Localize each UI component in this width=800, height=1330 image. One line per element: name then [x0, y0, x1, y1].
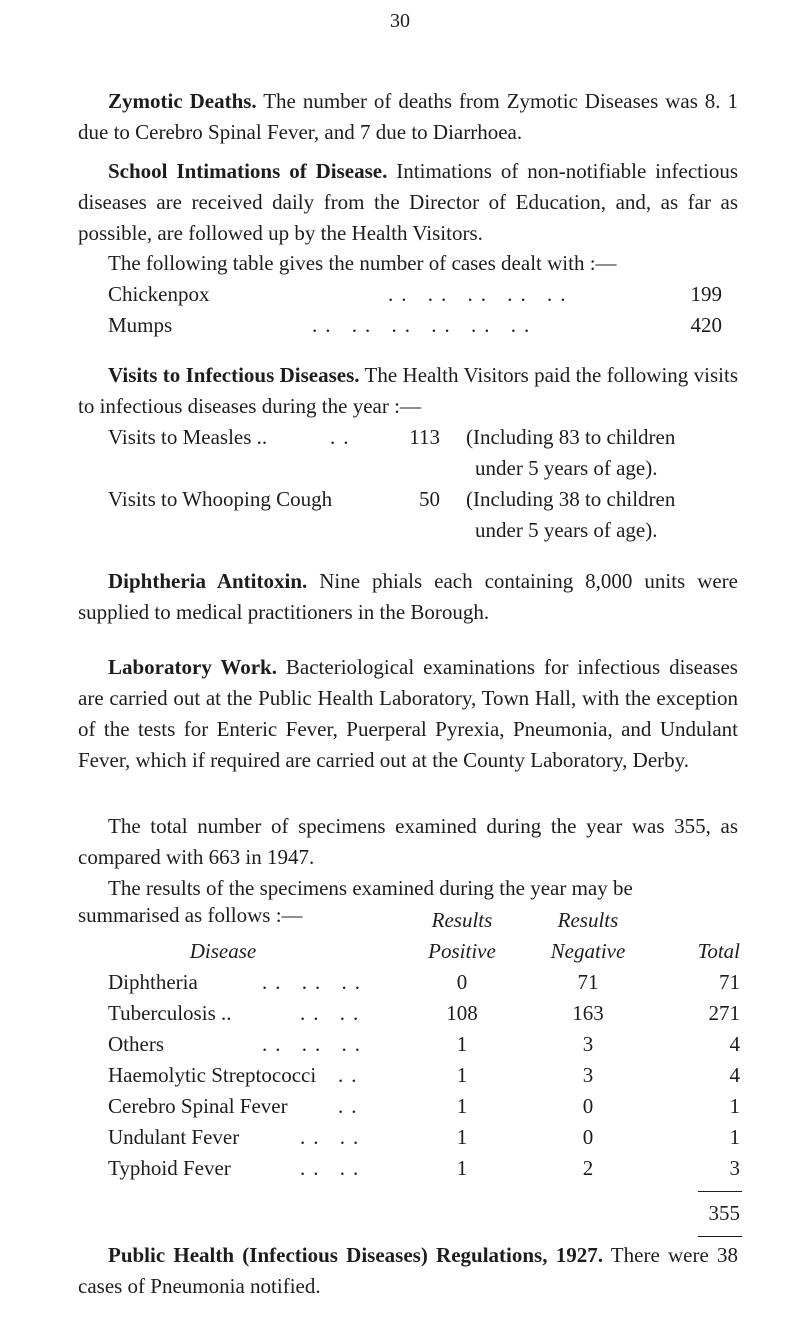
whooping-note-line2: under 5 years of age).	[475, 518, 658, 542]
mumps-label: Mumps	[108, 313, 173, 337]
measles-value: 113	[409, 425, 440, 449]
visits-paragraph	[78, 360, 738, 422]
table-row-positive: 1	[456, 1094, 468, 1118]
measles-dots: ..	[330, 425, 357, 449]
header-disease: Disease	[189, 939, 257, 963]
laboratory-total-text: The total number of specimens examined during the year was 355, as compared with 663 in 1947.	[78, 814, 738, 869]
zymotic-paragraph	[78, 86, 738, 148]
table-row-disease: Cerebro Spinal Fever	[108, 1094, 288, 1118]
visits-heading: Visits to Infectious Diseases.	[108, 363, 360, 387]
table-row-disease: Others	[108, 1032, 164, 1056]
table-row-negative: 0	[582, 1094, 594, 1118]
header-negative-line2: Negative	[550, 939, 626, 963]
chickenpox-value: 199	[690, 282, 722, 306]
table-row-disease: Haemolytic Streptococci	[108, 1063, 317, 1087]
table-row-total: 71	[719, 970, 740, 994]
diphtheria-text: Nine phials each containing 8,000 units were supplied to medical practitioners in the Borough.	[78, 569, 738, 624]
results-intro-line1: The results of the specimens examined during the year may be	[108, 876, 633, 900]
measles-note-line2: under 5 years of age).	[475, 456, 658, 480]
table-row-positive: 1	[456, 1063, 468, 1087]
table-row-disease: Undulant Fever	[108, 1125, 240, 1149]
chickenpox-label: Chickenpox	[108, 282, 210, 306]
diphtheria-heading: Diphtheria Antitoxin.	[108, 569, 308, 593]
whooping-label: Visits to Whooping Cough	[108, 487, 333, 511]
mumps-dots: .. .. .. .. .. ..	[312, 313, 538, 337]
table-row-positive: 1	[456, 1156, 468, 1180]
table-row-total: 4	[729, 1032, 740, 1056]
table-row-dots: .. ..	[300, 1156, 367, 1180]
school-heading: School Intimations of Disease.	[108, 159, 388, 183]
header-positive-line1: Results	[431, 908, 493, 932]
table-row-dots: .. ..	[300, 1001, 367, 1025]
zymotic-heading: Zymotic Deaths.	[108, 89, 257, 113]
table-row-disease: Typhoid Fever	[108, 1156, 231, 1180]
table-row-positive: 1	[456, 1125, 468, 1149]
school-text: Intimations of non-notifiable infectious diseases are received daily from the Director of Education, and, as far as possible, are followed up by the Health Visitors.	[78, 159, 738, 245]
table-row-negative: 163	[572, 1001, 604, 1025]
page-number: 30	[390, 10, 410, 32]
table-row-disease: Diphtheria	[108, 970, 198, 994]
table-row-negative: 3	[582, 1032, 594, 1056]
laboratory-heading: Laboratory Work.	[108, 655, 277, 679]
table-row-negative: 3	[582, 1063, 594, 1087]
table-row-total: 1	[729, 1125, 740, 1149]
table-row-total: 3	[729, 1156, 740, 1180]
results-intro-line2: summarised as follows :—	[78, 903, 303, 927]
total-rule-top	[698, 1191, 742, 1192]
table-row-positive: 1	[456, 1032, 468, 1056]
table-row-dots: ..	[338, 1063, 365, 1087]
mumps-value: 420	[690, 313, 722, 337]
regulations-paragraph	[78, 1240, 738, 1302]
table-row-total: 271	[708, 1001, 740, 1025]
header-positive-line2: Positive	[428, 939, 496, 963]
measles-label: Visits to Measles ..	[108, 425, 268, 449]
grand-total: 355	[708, 1201, 740, 1225]
visits-text: The Health Visitors paid the following visits to infectious diseases during the year :—	[78, 363, 738, 418]
total-rule-bottom	[698, 1236, 742, 1237]
zymotic-text: The number of deaths from Zymotic Diseases was 8. 1 due to Cerebro Spinal Fever, and 7 due to Diarrhoea.	[78, 89, 738, 144]
whooping-note-line1: (Including 38 to children	[466, 487, 676, 511]
regulations-text: There were 38 cases of Pneumonia notified.	[78, 1243, 739, 1298]
table-row-dots: .. .. ..	[262, 1032, 368, 1056]
regulations-heading: Public Health (Infectious Diseases) Regulations, 1927.	[108, 1243, 603, 1267]
diphtheria-paragraph	[78, 566, 738, 628]
table-row-positive: 108	[446, 1001, 478, 1025]
table-row-total: 4	[729, 1063, 740, 1087]
table-row-negative: 0	[582, 1125, 594, 1149]
whooping-value: 50	[419, 487, 440, 511]
table-row-positive: 0	[456, 970, 468, 994]
header-total: Total	[697, 939, 740, 963]
laboratory-text: Bacteriological examinations for infectious diseases are carried out at the Public Health Laboratory, Town Hall, with the exception of the tests for Enteric Fever, Puerperal Pyrexia, Pneumonia, and Undulant Fever, which if required are carried out at the County Laboratory, Derby.	[78, 655, 738, 772]
table-row-dots: ..	[338, 1094, 365, 1118]
table-row-negative: 2	[582, 1156, 594, 1180]
laboratory-paragraph	[78, 652, 738, 776]
measles-note-line1: (Including 83 to children	[466, 425, 676, 449]
chickenpox-dots: .. .. .. .. ..	[388, 282, 574, 306]
header-negative-line1: Results	[557, 908, 619, 932]
table-row-disease: Tuberculosis ..	[108, 1001, 232, 1025]
table-row-dots: .. .. ..	[262, 970, 368, 994]
table-row-negative: 71	[577, 970, 599, 994]
school-table-intro: The following table gives the number of cases dealt with :—	[108, 251, 617, 275]
table-row-total: 1	[729, 1094, 740, 1118]
table-row-dots: .. ..	[300, 1125, 367, 1149]
school-paragraph	[78, 156, 738, 249]
